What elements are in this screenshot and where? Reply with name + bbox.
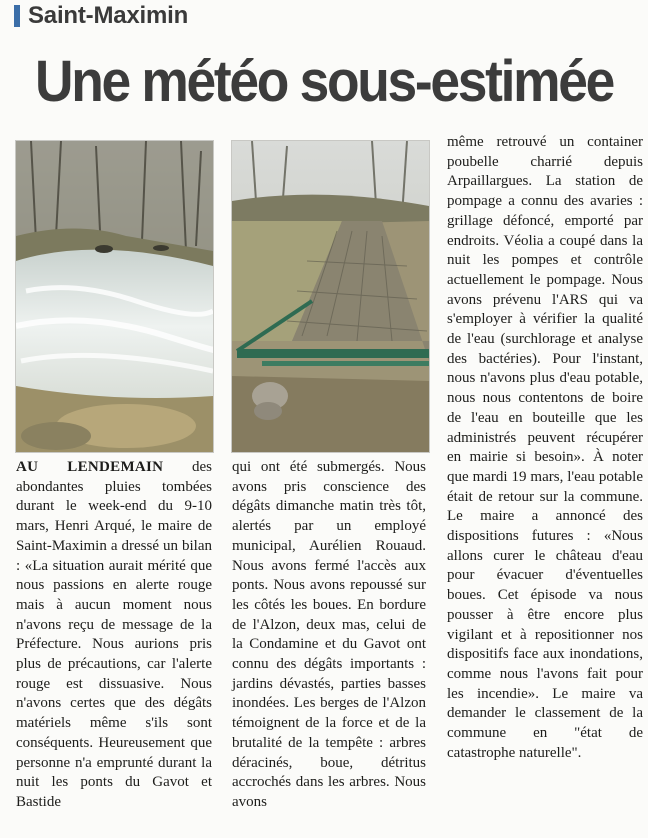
article-column-2 [232,458,426,813]
fence-image [232,141,429,452]
column-3-text: même retrouvé un container poubelle charrié depuis Arpaillargues. La station de pompage a connu des avaries : grillage défoncé, emporté par endroits. Véolia a coupé dans la nuit les pompes et contrôle actuellement le pompage. Nous avons prévenu l'ARS qui va s'employer à vérifier la qualité de l'eau (surchlorage et analyse des bactéries). Pour l'instant, nous n'avons plus d'eau potable, nous nous contentons de boire de l'eau en bouteille que les administrés peuvent récupérer en mairie si besoin». À noter que mardi 19 mars, l'eau potable était de retour sur la commune. Le maire a annoncé des dispositions futures : «Nous allons curer le château d'eau pour évacuer d'éventuelles boues. Cet épisode va nous pousser à être encore plus vigilant et à repositionner nos dispositifs face aux inondations, comme nous l'avons fait pour les incendie». Le maire va demander le classement de la commune en "état de catastrophe naturelle". [447,134,643,761]
river-image [16,141,213,452]
article-column-1 [16,458,212,813]
lead-in: AU LENDEMAIN [16,459,164,475]
photo-river-rapids [15,140,214,453]
section-kicker [14,2,188,30]
kicker-bar [14,5,20,27]
column-1-text: des abondantes pluies tombées durant le week-end du 9-10 mars, Henri Arqué, le maire de Saint-Maximin a dressé un bilan : «La situation aurait mérité que nous passions en alerte rouge mais à aucun moment nous n'avons reçu de message de la Préfecture. Nous aurions pris plus de précautions, car l'alerte rouge est dissuasive. Nous n'avons certes que des dégâts matériels même s'ils sont conséquents. Heureusement que personne n'a emprunté durant la nuit les ponts du Gavot et Bastide [16,459,213,810]
column-2-text: qui ont été submergés. Nous avons pris conscience des dégâts dimanche matin très tôt, alertés par un employé municipal, Aurélien Rouaud. Nous avons fermé l'accès aux ponts. Nous avons repoussé sur les côtés les boues. En bordure de l'Alzon, deux mas, celui de la Condamine et du Gavot ont connu des dégâts importants : jardins dévastés, parties basses inondées. Les berges de l'Alzon témoignent de la force et de la brutalité de la tempête : arbres déracinés, boue, détritus accrochés dans les arbres. Nous avons [232,459,426,810]
photo-damaged-fence [231,140,430,453]
article-column-3 [447,133,643,764]
kicker-label: Saint-Maximin [28,2,189,29]
article-headline: Une météo sous-estimée [34,49,614,114]
